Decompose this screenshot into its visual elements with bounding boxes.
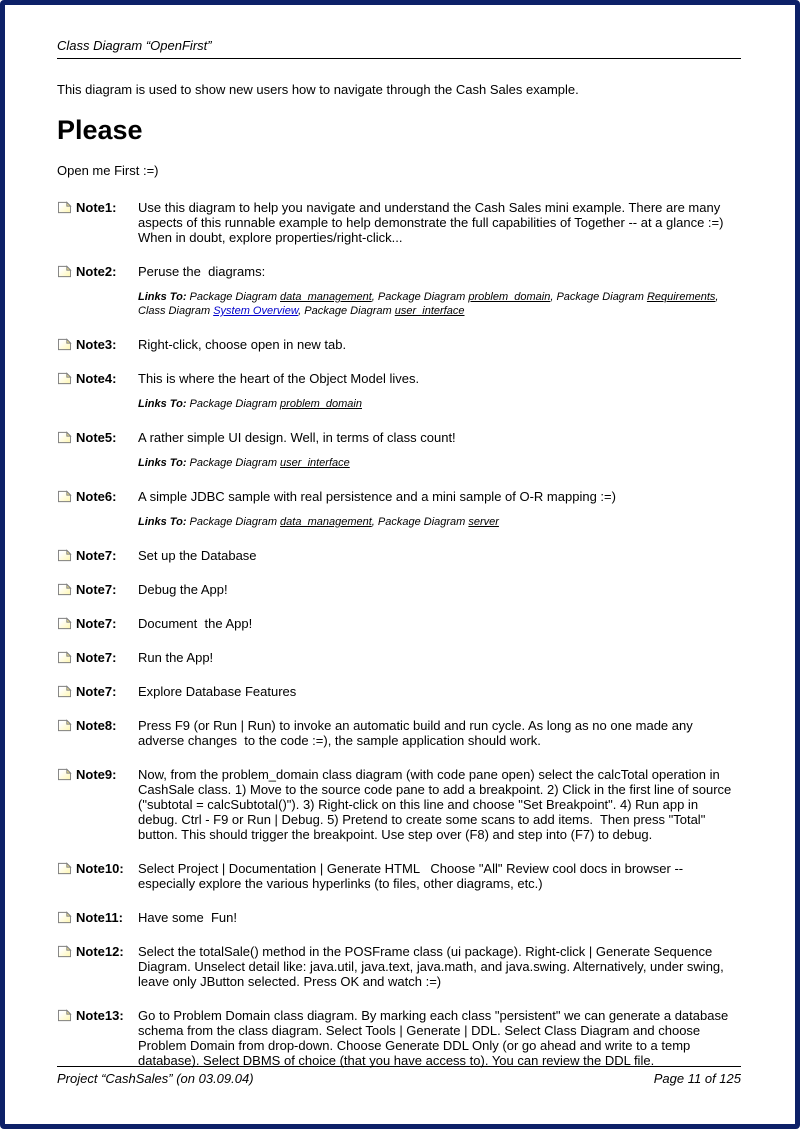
note-label: Note3: [76, 337, 117, 352]
note-icon [57, 768, 73, 781]
links-to-label: Links To: [138, 516, 190, 528]
note-label: Note7: [76, 616, 117, 631]
link-prefix: , Package Diagram [371, 516, 469, 528]
note-icon [57, 265, 73, 278]
note-icon [57, 1009, 73, 1022]
link-prefix: , Class Diagram [138, 291, 719, 317]
note-body [138, 861, 741, 891]
note-item [57, 767, 741, 842]
note-label: Note1: [76, 200, 117, 215]
diagram-link[interactable]: problem_domain [280, 398, 362, 410]
note-text: Run the App! [138, 650, 214, 665]
notes-list [57, 200, 741, 1068]
link-prefix: Package Diagram [189, 516, 281, 528]
links-to-label: Links To: [138, 457, 190, 469]
note-label: Note12: [76, 944, 124, 959]
note-label: Note11: [76, 910, 123, 925]
note-icon [57, 338, 73, 351]
note-body [138, 200, 741, 245]
note-body [138, 767, 741, 842]
note-icon [57, 719, 73, 732]
note-body [138, 1008, 741, 1068]
note-text: Press F9 (or Run | Run) to invoke an automatic build and run cycle. As long as no one made any adverse changes to the code :=), the sample application should work. [138, 718, 697, 748]
note-label: Note10: [76, 861, 124, 876]
note-text: Select the totalSale() method in the POSFrame class (ui package). Right-click | Generate Sequence Diagram. Unselect detail like: java.util, java.text, java.math, and java.swing. Alternatively, under swing, leave only JButton selected. Press OK and watch :=) [138, 944, 728, 989]
note-body [138, 430, 741, 470]
note-text: This is where the heart of the Object Model lives. [138, 371, 420, 386]
note-text: Set up the Database [138, 548, 257, 563]
note-label: Note6: [76, 489, 117, 504]
note-item [57, 200, 741, 245]
note-body [138, 489, 741, 529]
note-label: Note7: [76, 548, 117, 563]
footer-project: Project “CashSales” (on 03.09.04) [57, 1071, 254, 1086]
links-to-line [138, 290, 741, 318]
note-item [57, 1008, 741, 1068]
note-item [57, 650, 741, 665]
note-text: Document the App! [138, 616, 253, 631]
note-label: Note7: [76, 650, 117, 665]
link-prefix: Package Diagram [189, 291, 281, 303]
note-item [57, 371, 741, 411]
note-item [57, 684, 741, 699]
header-title: Class Diagram “OpenFirst” [57, 38, 212, 53]
note-body [138, 264, 741, 318]
links-to-line [138, 397, 741, 411]
links-to-label: Links To: [138, 291, 190, 303]
link-prefix: Package Diagram [189, 457, 281, 469]
page-title: Please [57, 115, 143, 145]
note-text: Explore Database Features [138, 684, 297, 699]
links-to-label: Links To: [138, 398, 190, 410]
note-body [138, 944, 741, 989]
note-label: Note13: [76, 1008, 124, 1023]
diagram-link[interactable]: Requirements [646, 291, 716, 303]
note-item [57, 582, 741, 597]
footer-page-number: Page 11 of 125 [653, 1071, 741, 1086]
note-icon [57, 911, 73, 924]
page-header [57, 38, 741, 59]
note-text: Select Project | Documentation | Generate HTML Choose "All" Review cool docs in browser -- especially explore the various hyperlinks (to files, other diagrams, etc.) [138, 861, 687, 891]
note-item [57, 910, 741, 925]
diagram-link[interactable]: data_management [280, 516, 372, 528]
note-text: A rather simple UI design. Well, in terms of class count! [138, 430, 456, 445]
link-prefix: , Package Diagram [298, 305, 395, 317]
note-icon [57, 685, 73, 698]
note-icon [57, 583, 73, 596]
note-item [57, 548, 741, 563]
note-label: Note7: [76, 582, 117, 597]
note-label: Note8: [76, 718, 117, 733]
diagram-link[interactable]: user_interface [280, 457, 350, 469]
note-icon [57, 372, 73, 385]
subheading: Open me First :=) [57, 163, 159, 178]
note-item [57, 489, 741, 529]
note-item [57, 616, 741, 631]
note-icon [57, 617, 73, 630]
diagram-link[interactable]: user_interface [394, 305, 465, 317]
page-footer [57, 1066, 741, 1086]
diagram-link[interactable]: System Overview [213, 305, 299, 317]
note-item [57, 430, 741, 470]
note-item [57, 337, 741, 352]
note-text: Have some Fun! [138, 910, 237, 925]
note-icon [57, 201, 73, 214]
note-text: A simple JDBC sample with real persistence and a mini sample of O-R mapping :=) [138, 489, 616, 504]
note-text: Use this diagram to help you navigate and understand the Cash Sales mini example. There are many aspects of this runnable example to help demonstrate the full capabilities of Together -- at a glance :=) When in doubt, explore properties/right-click... [138, 200, 728, 245]
note-label: Note9: [76, 767, 117, 782]
note-item [57, 264, 741, 318]
note-body [138, 684, 741, 699]
note-body [138, 910, 741, 925]
note-item [57, 861, 741, 891]
links-to-line [138, 456, 741, 470]
note-item [57, 718, 741, 748]
links-segments [190, 516, 499, 528]
link-prefix: , Package Diagram [550, 291, 647, 303]
note-icon [57, 490, 73, 503]
note-icon [57, 862, 73, 875]
links-to-line [138, 515, 741, 529]
links-segments [190, 457, 350, 469]
note-icon [57, 549, 73, 562]
note-body [138, 650, 741, 665]
link-prefix: Package Diagram [189, 398, 281, 410]
note-body [138, 616, 741, 631]
note-text: Peruse the diagrams: [138, 264, 266, 279]
diagram-link[interactable]: server [468, 516, 499, 528]
page-content [5, 5, 795, 1068]
note-body [138, 548, 741, 563]
note-icon [57, 651, 73, 664]
note-body [138, 337, 741, 352]
note-item [57, 944, 741, 989]
note-icon [57, 945, 73, 958]
note-label: Note2: [76, 264, 117, 279]
note-body [138, 582, 741, 597]
note-text: Debug the App! [138, 582, 228, 597]
diagram-link[interactable]: problem_domain [468, 291, 551, 303]
links-segments [138, 291, 718, 317]
note-text: Right-click, choose open in new tab. [138, 337, 347, 352]
links-segments [190, 398, 362, 410]
diagram-link[interactable]: data_management [280, 291, 372, 303]
note-text: Now, from the problem_domain class diagram (with code pane open) select the calcTotal operation in CashSale class. 1) Move to the source code pane to add a breakpoint. 2) Click in the first line of source ("subtotal = calcSubtotal()"). 3) Right-click on this line and choose "Set Breakpoint". 4) Run app in debug. Ctrl - F9 or Run | Debug. 5) Pretend to create some scans to add items. Then press "Total" button. This should trigger the breakpoint. Use step over (F8) and step into (F7) to debug. [138, 767, 735, 842]
note-label: Note7: [76, 684, 117, 699]
intro-text: This diagram is used to show new users how to navigate through the Cash Sales example. [57, 82, 579, 97]
note-text: Go to Problem Domain class diagram. By marking each class "persistent" we can generate a database schema from the class diagram. Select Tools | Generate | DDL. Select Class Diagram and choose Problem Domain from drop-down. Choose Generate DDL Only (or go ahead and write to a temp database). Select DBMS of choice (that you have access to). You can review the DDL file. [138, 1008, 732, 1068]
note-icon [57, 431, 73, 444]
note-body [138, 718, 741, 748]
note-label: Note5: [76, 430, 117, 445]
link-prefix: , Package Diagram [371, 291, 469, 303]
note-body [138, 371, 741, 411]
note-label: Note4: [76, 371, 117, 386]
